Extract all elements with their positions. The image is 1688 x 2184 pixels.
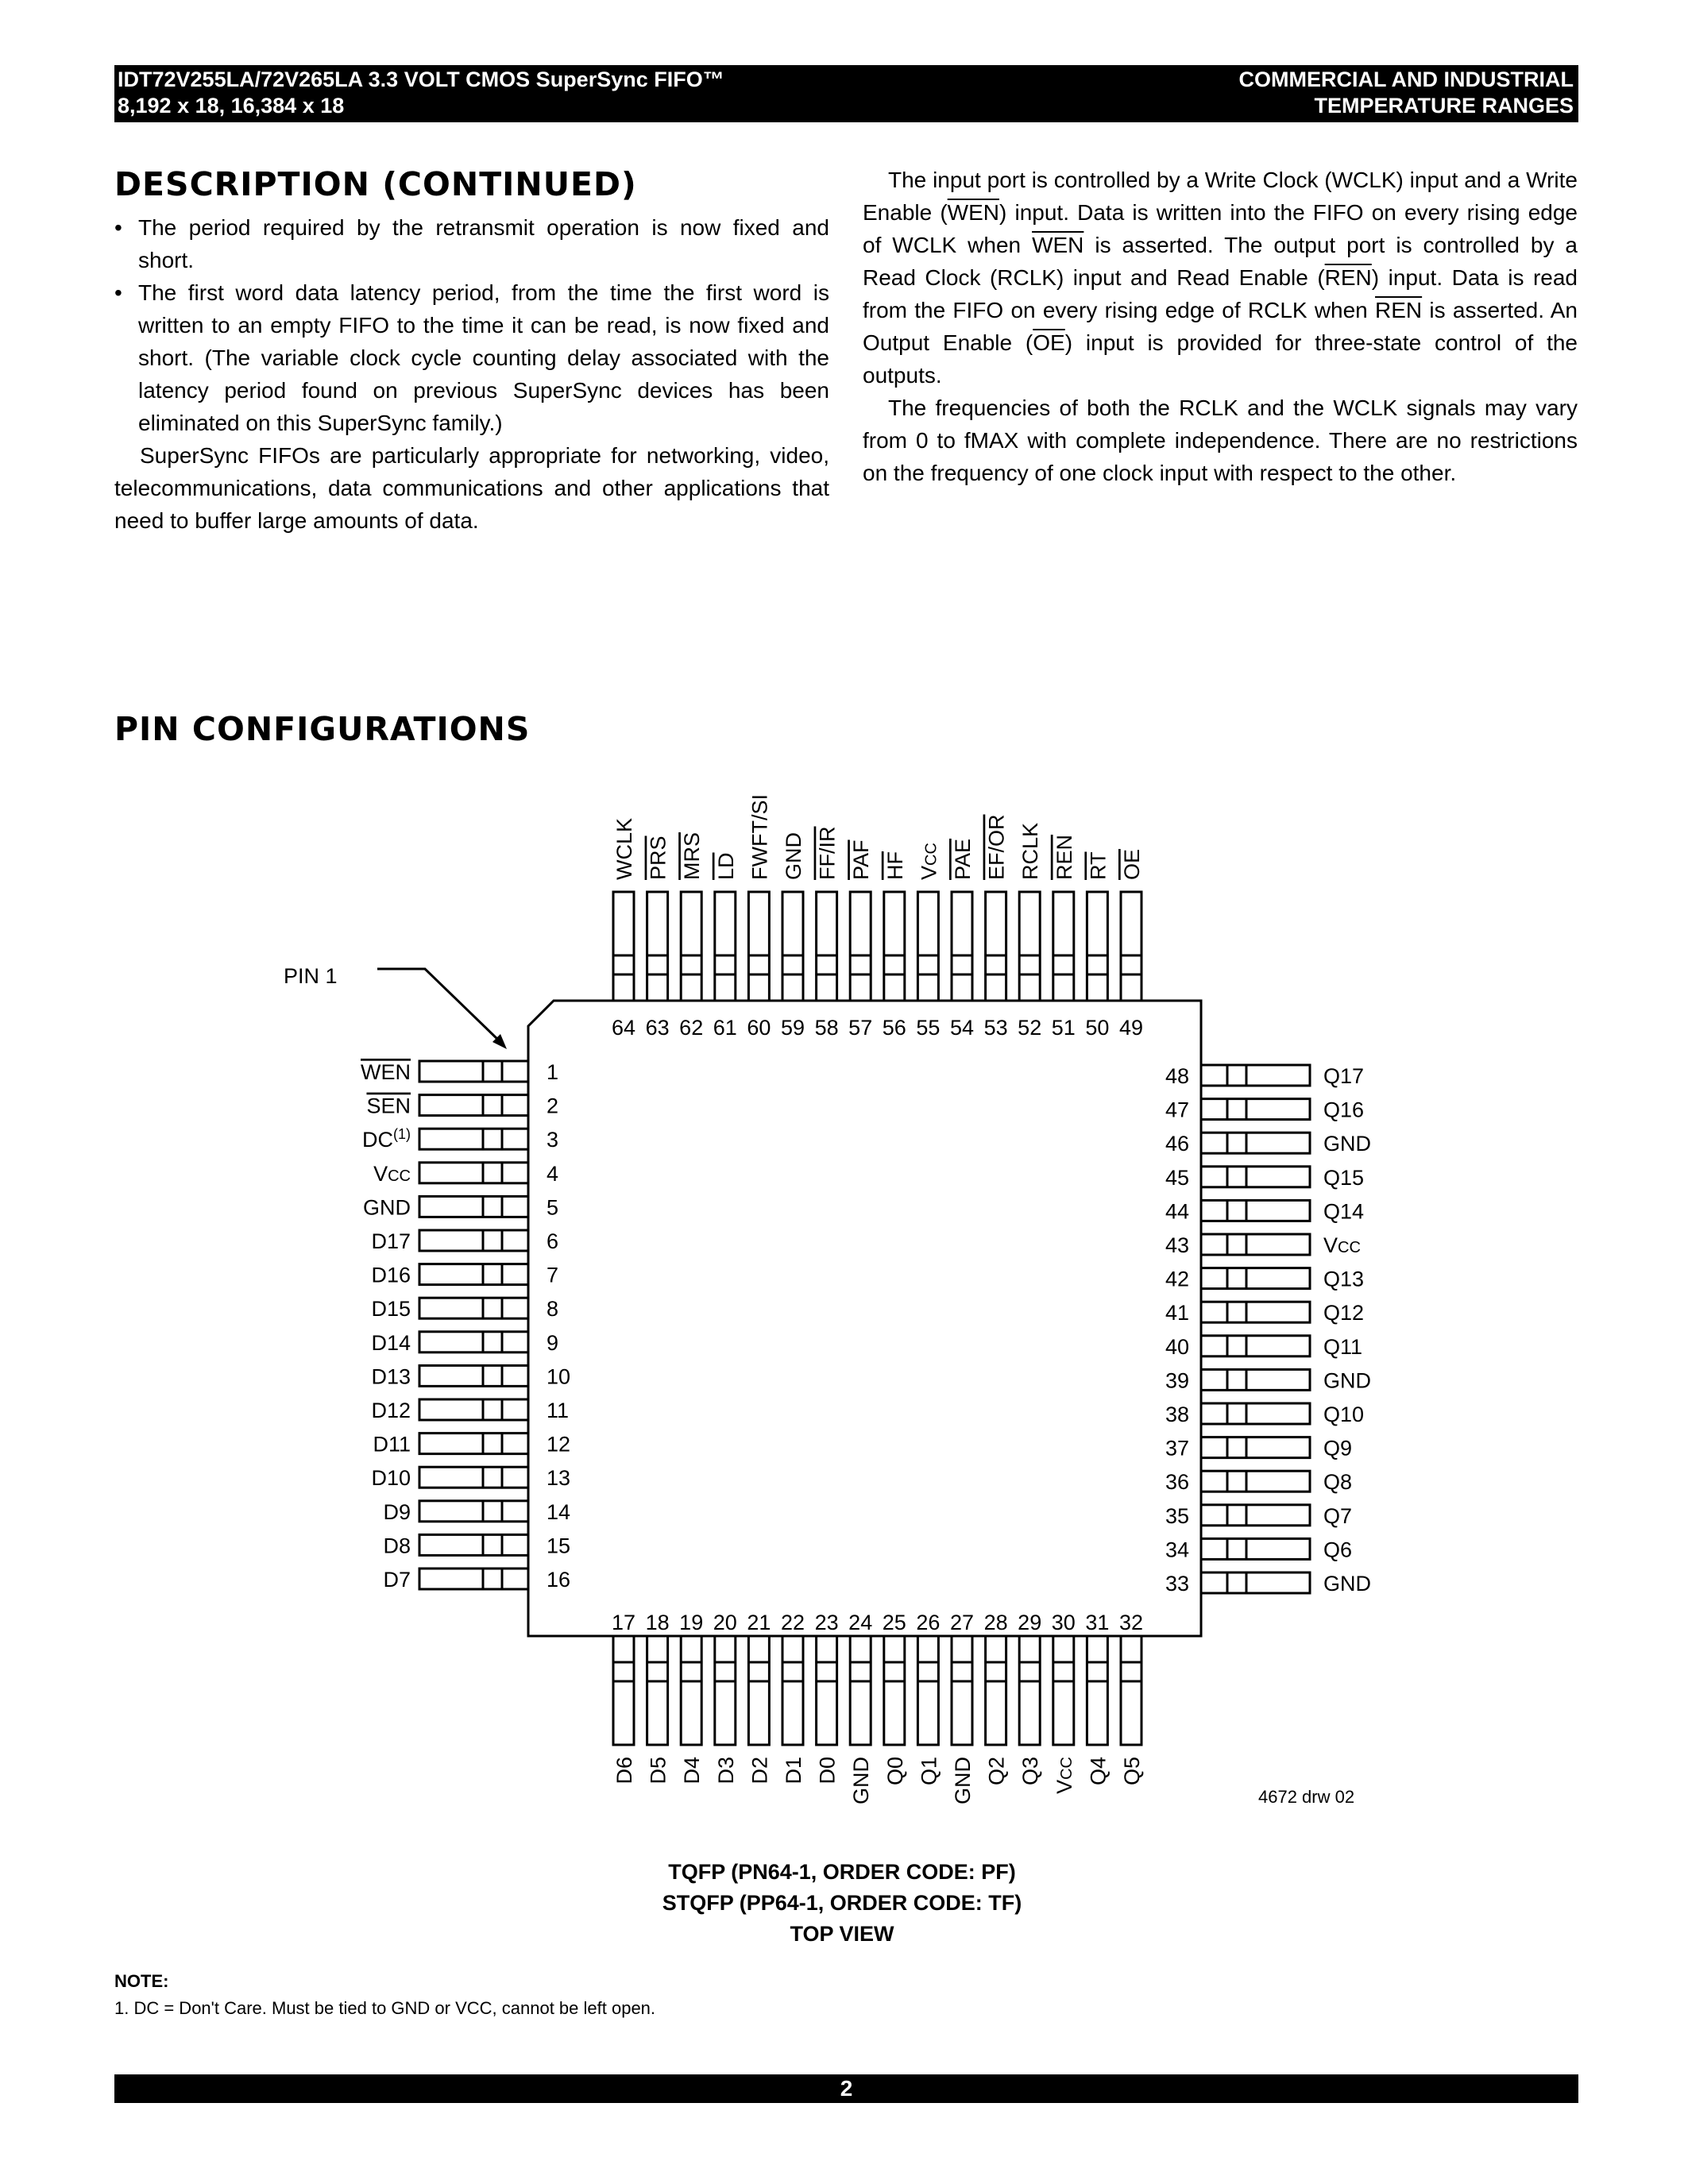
pin-name-label: MRS [680, 832, 705, 880]
pin-name-label: OE [1120, 848, 1144, 880]
pin-number: 19 [679, 1611, 704, 1634]
pin-lead [419, 1569, 528, 1589]
pin-name-label: D11 [373, 1432, 411, 1457]
header-range-line1: COMMERCIAL AND INDUSTRIAL [1238, 68, 1574, 91]
pin-number: 3 [547, 1128, 559, 1152]
wen-signal: $\overline{WEN}$ [947, 200, 999, 225]
header-range-line2: TEMPERATURE RANGES [1314, 94, 1574, 118]
pin-lead [1201, 1167, 1310, 1187]
pin-lead [1019, 892, 1040, 1001]
pin-name-label: RT [1086, 851, 1111, 880]
pin-lead [1121, 1636, 1141, 1745]
pin-number: 25 [882, 1611, 906, 1634]
pin-lead [884, 1636, 905, 1745]
pin-lead [1201, 1505, 1310, 1526]
package-caption [556, 1857, 1128, 1950]
pin-lead [1201, 1268, 1310, 1289]
pin-lead [419, 1163, 528, 1183]
bullet-text: The first word data latency period, from the time the first word is written to an empty FIFO to the time it can be read, is now fixed and short. (The variable clock cycle counting delay associated with the latency period found on previous SuperSync devices has been eliminated on this SuperSync family.) [138, 280, 829, 435]
pin-lead [1201, 1302, 1310, 1322]
pin-lead [1201, 1471, 1310, 1491]
pin-name-label: D6 [612, 1757, 636, 1785]
pin-number: 39 [1165, 1368, 1189, 1393]
pin-name-label: D15 [371, 1297, 411, 1322]
pin-number: 64 [611, 1016, 636, 1040]
pin-number: 57 [848, 1016, 873, 1040]
pin-name-label: VCC [1323, 1233, 1361, 1257]
pin-number: 36 [1165, 1470, 1189, 1495]
pin-name-label: Q3 [1018, 1757, 1043, 1786]
pin-name-label: HF [883, 851, 907, 880]
pin-lead [1201, 1572, 1310, 1593]
pin-name-label: Q8 [1323, 1470, 1353, 1495]
pin-name-label: SEN [366, 1094, 411, 1118]
pin-number: 22 [780, 1611, 805, 1634]
pin-lead [419, 1534, 528, 1555]
pin-lead [850, 1636, 871, 1745]
pin-number: 40 [1165, 1334, 1189, 1359]
pin-number: 14 [547, 1499, 571, 1524]
pin-lead [850, 892, 871, 1001]
pin-lead [1201, 1538, 1310, 1559]
note-title: NOTE: [114, 1971, 169, 1991]
pin-lead [1201, 1369, 1310, 1390]
clock-paragraph: The input port is controlled by a Write Clock (WCLK) input and a Write Enable $(\overline{WEN})$ input. Data is written into the FIFO on every rising edge of WCLK when $\overline{WEN}$ is asserted. The output port is controlled by a Read Clock (RCLK) input and Read Enable $(\overline{REN})$ input. Data is read from the FIFO on every rising edge of RCLK when $\overline{REN}$ is asserted. An Output Enable $(\overline{OE})$ input is provided for three-state control of the outputs. [863, 168, 1578, 388]
pin-lead [1053, 892, 1074, 1001]
pin-name-label: D5 [646, 1757, 670, 1785]
pin-lead [884, 892, 905, 1001]
pin-name-label: VCC [917, 843, 941, 880]
pin-number: 37 [1165, 1436, 1189, 1461]
pin-name-label: DC$^{(1)}$ [362, 1126, 411, 1152]
pin-name-label: D12 [371, 1399, 411, 1422]
pin-lead [681, 1636, 701, 1745]
pin-number: 24 [848, 1611, 873, 1634]
pin-lead [817, 1636, 837, 1745]
pin-name-label: Q0 [883, 1757, 907, 1786]
pin-name-label: FWFT/SI [747, 794, 772, 880]
pin-number: 46 [1165, 1132, 1189, 1156]
pin-number: 1 [547, 1060, 559, 1084]
pin-name-label: FF/IR [815, 826, 840, 880]
pin-number: 9 [547, 1330, 559, 1355]
pin-name-label: PAE [951, 838, 975, 880]
pin-name-label: VCC [1052, 1757, 1076, 1794]
pin-lead [1087, 892, 1107, 1001]
pin-number: 32 [1118, 1611, 1144, 1634]
page-number: 2 [840, 2076, 853, 2101]
pin-number: 54 [949, 1016, 975, 1040]
pin1-pointer [377, 969, 500, 1042]
pin-name-label: WEN [361, 1060, 411, 1084]
pin-number: 56 [882, 1016, 906, 1040]
pin-lead [419, 1129, 528, 1149]
pin-number: 15 [547, 1534, 571, 1558]
pin-number: 41 [1165, 1301, 1189, 1325]
pin-lead [1087, 1636, 1107, 1745]
pin-name-label: D10 [371, 1466, 411, 1491]
pin-name-label: D0 [815, 1757, 840, 1785]
pin-number: 7 [547, 1263, 559, 1287]
pin-number: 18 [645, 1611, 670, 1634]
pin-number: 28 [983, 1611, 1008, 1634]
pin-name-label: GND [1323, 1572, 1371, 1596]
pin-name-label: LD [713, 852, 738, 880]
bullet-icon: • [114, 215, 122, 240]
pin-number: 55 [916, 1016, 941, 1040]
pin-name-label: D14 [371, 1330, 411, 1355]
pin-number: 16 [547, 1568, 571, 1592]
pin-number: 60 [747, 1016, 771, 1040]
pin-number: 11 [547, 1399, 570, 1422]
pin-lead [1201, 1336, 1310, 1356]
pin-lead [419, 1399, 528, 1420]
pin-number: 47 [1165, 1098, 1189, 1122]
frequency-paragraph: The frequencies of both the RCLK and the WCLK signals may vary from 0 to fMAX with complete independence. There are no restrictions on the frequency of one clock input with respect to the other. [863, 396, 1578, 485]
note-block [114, 1968, 655, 2022]
pin-lead [782, 892, 803, 1001]
pin-number: 48 [1165, 1064, 1189, 1088]
pin-name-label: D1 [782, 1757, 805, 1785]
pin-number: 29 [1018, 1611, 1042, 1634]
pin-number: 51 [1051, 1016, 1076, 1040]
pin-number: 44 [1165, 1199, 1189, 1224]
pin-number: 38 [1165, 1403, 1189, 1426]
pin-name-label: Q17 [1323, 1064, 1365, 1088]
pin-name-label: Q9 [1323, 1436, 1353, 1461]
pin-lead [613, 892, 634, 1001]
pin-lead [419, 1230, 528, 1251]
pin-lead [1201, 1133, 1310, 1153]
pin-name-label: PRS [646, 835, 670, 880]
pin-name-label: RCLK [1018, 822, 1043, 880]
chip-body [528, 1001, 1201, 1636]
pin-name-label: Q5 [1120, 1757, 1144, 1786]
pin-number: 17 [611, 1611, 636, 1634]
pin-lead [419, 1501, 528, 1522]
pin-lead [1201, 1234, 1310, 1255]
pin-name-label: D4 [680, 1757, 705, 1785]
pin-number: 13 [547, 1466, 571, 1491]
pin-number: 20 [713, 1611, 737, 1634]
pin-number: 50 [1085, 1016, 1110, 1040]
ren-signal: $\overline{REN}$ [1375, 298, 1423, 322]
pin-name-label: GND [849, 1757, 874, 1804]
pin-number: 49 [1118, 1016, 1144, 1040]
header-subtitle: 8,192 x 18, 16,384 x 18 [118, 94, 345, 118]
pin-number: 34 [1165, 1538, 1189, 1562]
pin-lead [1201, 1200, 1310, 1221]
pin-name-label: REN [1052, 834, 1076, 880]
pin-lead [647, 892, 668, 1001]
pin-lead [419, 1433, 528, 1454]
pin-name-label: GND [1323, 1132, 1371, 1156]
pin-name-label: Q12 [1323, 1301, 1365, 1325]
pin-number: 21 [747, 1611, 771, 1634]
drawing-id: 4672 drw 02 [1258, 1787, 1355, 1807]
pin-name-label: EF/OR [984, 814, 1009, 880]
pin-lead [715, 892, 736, 1001]
header-title: IDT72V255LA/72V265LA 3.3 VOLT CMOS SuperSync FIFO™ [118, 68, 724, 91]
pin-name-label: Q11 [1323, 1334, 1363, 1359]
pin-name-label: WCLK [612, 817, 636, 880]
pin-lead [917, 892, 938, 1001]
pin-name-label: GND [951, 1757, 975, 1804]
pin-lead [419, 1264, 528, 1285]
pin-number: 27 [949, 1611, 975, 1634]
pin-lead [1201, 1403, 1310, 1424]
pin-lead [986, 1636, 1006, 1745]
pin-name-label: GND [363, 1195, 411, 1220]
wen-signal: $\overline{WEN}$ [1032, 233, 1084, 257]
pin-config-heading: PIN CONFIGURATIONS [114, 710, 531, 748]
ren-signal: $\overline{REN}$ [1324, 265, 1372, 290]
pin-lead [419, 1196, 528, 1217]
pin-lead [681, 892, 701, 1001]
bullet-icon: • [114, 280, 122, 305]
pin-name-label: Q7 [1323, 1503, 1353, 1528]
note-item: 1. DC = Don't Care. Must be tied to GND or VCC, cannot be left open. [114, 1998, 656, 2018]
pin-lead [419, 1365, 528, 1386]
pin-lead [647, 1636, 668, 1745]
pin-number: 43 [1165, 1233, 1189, 1257]
pin-name-label: D2 [747, 1757, 772, 1785]
pin-name-label: D3 [713, 1757, 738, 1785]
pin-number: 10 [547, 1364, 571, 1389]
pin-lead [419, 1061, 528, 1082]
oe-signal: $\overline{OE}$ [1033, 330, 1065, 355]
pin-name-label: Q13 [1323, 1267, 1365, 1291]
pin-number: 2 [547, 1094, 559, 1118]
pin-lead [1019, 1636, 1040, 1745]
pin-number: 53 [983, 1016, 1008, 1040]
pin-lead [419, 1467, 528, 1488]
pin-name-label: D9 [383, 1499, 411, 1524]
pin-number: 6 [547, 1229, 559, 1253]
pin-name-label: GND [1323, 1368, 1371, 1393]
pin-number: 26 [916, 1611, 941, 1634]
description-paragraph: SuperSync FIFOs are particularly appropriate for networking, video, telecommunications, data communications and other applications that need to buffer large amounts of data. [114, 443, 829, 533]
pin-lead [952, 1636, 972, 1745]
pin-lead [1201, 1099, 1310, 1120]
pin-name-label: D7 [383, 1568, 411, 1592]
pin-number: 61 [713, 1016, 737, 1040]
pin-name-label: D17 [371, 1229, 411, 1253]
bullet-text: The period required by the retransmit operation is now fixed and short. [138, 215, 829, 272]
description-heading: DESCRIPTION (CONTINUED) [114, 165, 637, 203]
pin-number: 8 [547, 1297, 559, 1322]
pin-lead [817, 892, 837, 1001]
pin-name-label: Q15 [1323, 1165, 1365, 1190]
caption-tqfp: TQFP (PN64-1, ORDER CODE: PF) [668, 1860, 1016, 1884]
pin-lead [986, 892, 1006, 1001]
pin-number: 35 [1165, 1503, 1189, 1528]
pin-number: 30 [1051, 1611, 1076, 1634]
pin-number: 31 [1085, 1611, 1110, 1634]
pin-lead [748, 892, 769, 1001]
pin-name-label: Q6 [1323, 1538, 1353, 1562]
pin-name-label: GND [782, 832, 805, 880]
pin-lead [613, 1636, 634, 1745]
caption-stqfp: STQFP (PP64-1, ORDER CODE: TF) [662, 1891, 1022, 1915]
pin-number: 62 [679, 1016, 704, 1040]
pin-name-label: Q2 [984, 1757, 1009, 1786]
pin-name-label: D16 [371, 1263, 411, 1287]
pin1-label: PIN 1 [284, 964, 338, 988]
pin-number: 45 [1165, 1165, 1189, 1190]
pin-lead [917, 1636, 938, 1745]
pin-name-label: D13 [371, 1364, 411, 1389]
pin-number: 4 [547, 1161, 559, 1186]
pin-lead [419, 1332, 528, 1352]
pin-name-label: VCC [373, 1161, 411, 1186]
pin-number: 5 [547, 1195, 559, 1220]
pin-lead [952, 892, 972, 1001]
pin-lead [419, 1298, 528, 1318]
pin-lead [748, 1636, 769, 1745]
page-footer [114, 2074, 1578, 2103]
pin-name-label: PAF [849, 839, 874, 880]
pin-number: 59 [780, 1016, 805, 1040]
pin-lead [1121, 892, 1141, 1001]
pin-lead [419, 1095, 528, 1116]
pin-lead [1201, 1437, 1310, 1458]
pin-lead [1201, 1065, 1310, 1086]
pin-name-label: Q16 [1323, 1098, 1365, 1122]
pin-name-label: Q10 [1323, 1403, 1365, 1426]
pin-number: 12 [547, 1432, 571, 1457]
pin-number: 52 [1018, 1016, 1042, 1040]
pin-number: 33 [1165, 1572, 1189, 1596]
pin-number: 58 [814, 1016, 839, 1040]
pin-lead [1053, 1636, 1074, 1745]
pin-lead [715, 1636, 736, 1745]
pin-name-label: Q14 [1323, 1199, 1365, 1224]
pin-name-label: Q1 [917, 1757, 941, 1786]
pin-number: 23 [814, 1611, 839, 1634]
pin-lead [782, 1636, 803, 1745]
pin-name-label: D8 [383, 1534, 411, 1558]
pin-number: 63 [645, 1016, 670, 1040]
caption-view: TOP VIEW [790, 1922, 894, 1946]
pin-number: 42 [1165, 1267, 1189, 1291]
pin-name-label: Q4 [1086, 1757, 1111, 1786]
